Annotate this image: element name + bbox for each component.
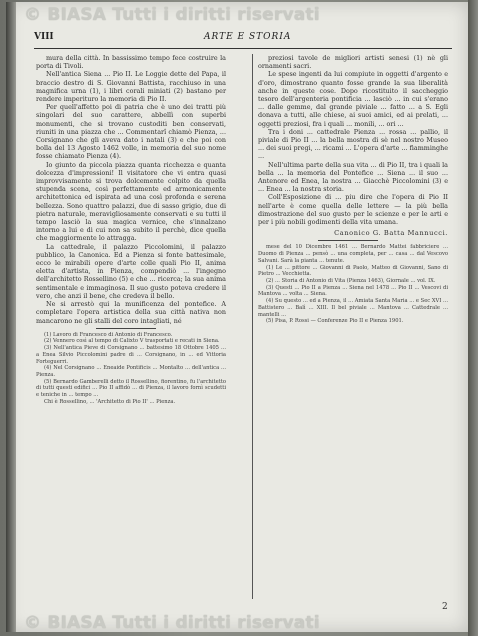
body-paragraph: La cattedrale, il palazzo Piccolomini, il palazzo pubblico, la Canonica. Ed a Pienza si fonte battesimale, ecco le mirabili opere d'arte colle quali Pio II, anima eletta d'artista, in Pienza, compendiò ... l'ingegno dell'architetto Rossellino (5) e che ... ricerca; la sua anima sentimentale e immaginosa. Il suo gusto poteva credere il vero, che anzi il bene, che credeva il bello. (36, 242, 226, 300)
page-number: VIII (34, 32, 54, 42)
author-signature: Canonico G. Batta Mannucci. (334, 229, 448, 238)
page (6, 2, 468, 632)
footnote: (1) Le ... pittore ... Giovanni di Paolo, Matteo di Giovanni, Sano di Pietro ... Vecchietta. (258, 264, 448, 278)
column-divider (252, 54, 253, 599)
body-paragraph: Ne si arrestò qui la munificenza del pontefice. A completare l'opera artistica della sua città nativa non mancarono ne gli stalli del coro intagliati, né (36, 300, 226, 325)
header-rule (34, 48, 452, 49)
body-paragraph: Tra i doni ... cattedrale Pienza ... rossa ... pallio, il piviale di Pio II ... la bella mostra di sè nel nostro Museo ... dei suoi pregi, ... ricami ... L'opera d'arte ... fiamminghe ... (258, 127, 448, 161)
body-paragraph: preziosi tavole de migliori artisti senesi (1) nè gli ornamenti sacri. (258, 54, 448, 71)
footnote: (4) Su questo ... ed a Pienza, il ... Amiata Santa Maria ... e Sec XVI ... Battistero ... Balì ... XIII. Il bel piviale ... Mantova ... Cattedrale ... mantelli ... (258, 298, 448, 318)
page-header (34, 32, 454, 46)
footnote: (5) Bernardo Gamberelli detto il Rossellino, fiorentino, fu l'architetto di tutti questi edifici ... Pio II affidò ... di Pienza, il lavoro fornì scudetti e teniche in ... tempo ... (36, 378, 226, 399)
page-marker: 2 (442, 602, 448, 612)
scan-edge (468, 0, 478, 636)
running-title: ARTE E STORIA (204, 32, 292, 42)
footnote-rule (96, 328, 156, 329)
body-paragraph: Le spese ingenti da lui compiute in oggetti d'argento e d'oro, dimostrano quanto fosse grande la sua liberalità anche in queste cose. Dopo ricostituito il saccheggio tesoro dell'argenteria pontificia ... lasciò ... in cui s'erano ... dalle gemme, dal grande piviale ... fatto ... a S. Egli donava a tutti, alle chiese, ai suoi amici, ed ai prelati, ... oggetti preziosi, fra i quali ... monili, ... ori ... (258, 70, 448, 128)
right-column (258, 54, 448, 325)
binding-shadow (6, 2, 16, 632)
footnote: (5) Pisa, P. Rossi — Conferenze Pio II e Pienza 1901. (266, 318, 404, 325)
watermark-top: © BIASA Tutti i diritti riservati (24, 5, 320, 25)
closing-paragraph: Coll'Esposizione di ... piu dire che l'opera di Pio II nell'arte è come quella delle lettere — la più bella dimostrazione del suo gusto per le scienze e per le arti e per i più nobili godimenti della vita umana. (258, 193, 448, 227)
footnote: (2) ... Storia di Antonio di Vita (Pienza 1463), Giornale ... vol. IX. (266, 277, 436, 284)
footnote: (3) Questi ... Pio II a Pienza ... Siena nel 1478 ... Pio II ... Vescovi di Mantova ... volta ... Siena. (258, 284, 448, 298)
footnote: Chi è Rossellino, ... 'Architetto di Pio II' ... Pienza. (44, 398, 176, 405)
left-column (36, 54, 226, 405)
footnotes-right (258, 244, 448, 324)
footnotes-left (36, 332, 226, 406)
body-paragraph: Nell'ultima parte della sua vita ... di Pio II, tra i quali la bella ... la memoria del Pontefice ... Siena ... il suo ... Antenore ed Enea, la nostra ... Giacchè Piccolomini (3) e ... Enea ... la nostra storia. (258, 160, 448, 194)
body-paragraph: Io giunto da piccola piazza quanta ricchezza e quanta dolcezza d'impressioni! Il visitatore che vi entra quasi improvvisamente si trova dolcemente colpito da quella stupenda scena, così perfettamente ed armonicamente architettonica ed ispirata ad una così profonda e serena bellezza. Sono quattro palazzi, due di sasso grigio, due di pietra naturale, meravigliosamente conservati e su tutti il tempo lasciò la sua magica vernice, che s'innalzano intorno a lui e di cui non sa subito il perchè, dice quella che maggiormente lo attragga. (36, 160, 226, 243)
watermark-bottom: © BIASA Tutti i diritti riservati (24, 613, 320, 632)
footnote-rule (318, 240, 378, 241)
footnote: (4) Nel Corsignano ... Eneaide Pontificis ... Montalto ... dell'antica ... Pienza. (36, 365, 226, 378)
body-paragraph: Per quell'affetto poi di patria che è uno dei tratti più singolari del suo carattere, abbellì con superbi monumenti, che si trovano custoditi ben conservati, riuniti in una piazza che ... Commentarî chiamò Pienza, ... Corsignano che gli aveva dato i natali (3) e che poi con bolla del 13 Agosto 1462 volle, in memoria del suo nome fosse chiamato Pienza (4). (36, 103, 226, 161)
footnote: (1) Lavoro di Francesco di Antonio di Francesco. (44, 331, 173, 338)
footnote: (3) Nell'antica Pieve di Corsignano ... battesimo 18 Ottobre 1405 ... a Enea Silvio Piccolomini padre di ... Corsignano, in ... ed Vittoria Forteguerri. (36, 345, 226, 365)
footnote: (2) Vennero così al tempo di Calixto V trasportati e recati in Siena. (44, 338, 220, 345)
body-paragraph: mura della città. In bassissimo tempo fece costruire la porta di Tivoli. (36, 54, 226, 71)
body-paragraph: Nell'antica Siena ... Pio II. Le Loggie dette del Papa, il braccio destro di S. Giovanni Battista, racchiuso in una magnifica urna (1), i libri corali miniati (2) bastano per rendere imperituro la memoria di Pio II. (36, 70, 226, 104)
footnote: mese del 10 Dicembre 1461 ... Bernardo Mattei fabbriciere ... Duomo di Pienza ... pensò ... una completa, per ... casa ... dal Vescovo Salvani. Sarà la pianta ... tenute. (258, 244, 448, 264)
